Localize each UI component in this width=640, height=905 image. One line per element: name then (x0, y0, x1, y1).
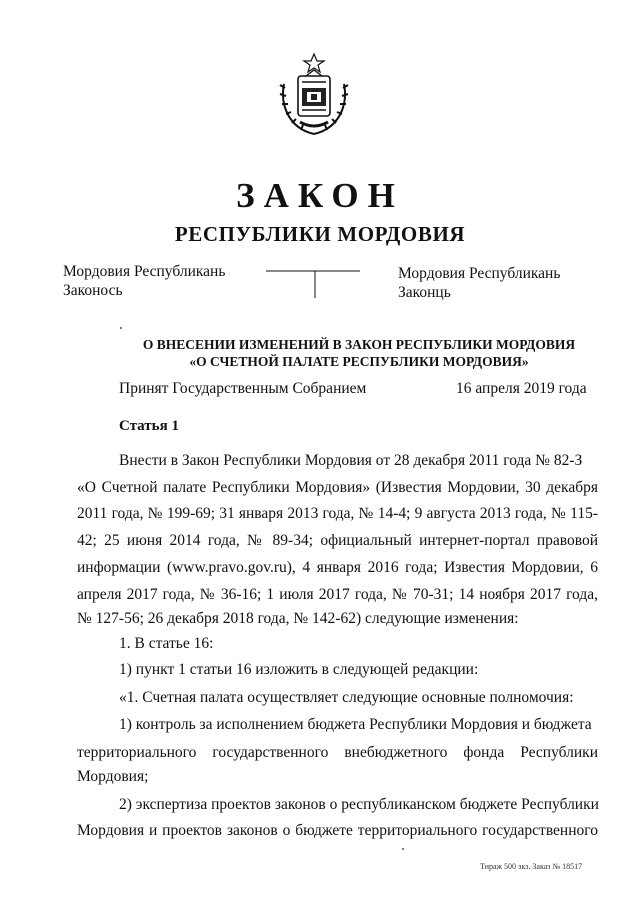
body-line-11: 1) контроль за исполнением бюджета Республики Мордовия и бюджета (119, 716, 592, 733)
body-line-13: Мордовия; (77, 768, 149, 785)
law-heading-line-1: О ВНЕСЕНИИ ИЗМЕНЕНИЙ В ЗАКОН РЕСПУБЛИКИ МОРДОВИЯ (142, 337, 576, 352)
body-line-5: информации (www.pravo.gov.ru), 4 января 2016 года; Известия Мордовии, 6 (77, 559, 598, 576)
moksha-title-right (398, 264, 560, 302)
body-line-10: «1. Счетная палата осуществляет следующие основные полномочия: (119, 689, 574, 706)
scan-speck (120, 327, 122, 329)
body-line-9: 1) пункт 1 статьи 16 изложить в следующей редакции: (119, 661, 479, 678)
law-heading-line-2: «О СЧЕТНОЙ ПАЛАТЕ РЕСПУБЛИКИ МОРДОВИЯ» (189, 354, 529, 369)
law-heading (0, 336, 640, 370)
print-info: Тираж 500 экз. Заказ № 18517 (480, 862, 583, 871)
body-line-3: 2011 года, № 199-69; 31 января 2013 года, № 14-4; 9 августа 2013 года, № 115- (77, 505, 598, 522)
article-title: Статья 1 (119, 418, 179, 434)
adopted-by: Принят Государственным Собранием (119, 380, 367, 397)
body-line-4: 42; 25 июня 2014 года, № 89-34; официальный интернет-портал правовой (77, 532, 598, 549)
body-line-1: Внести в Закон Республики Мордовия от 28 декабря 2011 года № 82-З (119, 452, 583, 469)
moksha-left-line-1: Мордовия Республикань (63, 263, 226, 280)
document-subtitle: РЕСПУБЛИКИ МОРДОВИЯ (174, 222, 466, 246)
adopted-date: 16 апреля 2019 года (456, 380, 587, 397)
body-line-12: территориального государственного внебюджетного фонда Республики (77, 744, 598, 761)
scan-speck (402, 848, 404, 850)
body-line-6: апреля 2017 года, № 36-16; 1 июля 2017 года, № 70-31; 14 ноября 2017 года, (77, 586, 598, 603)
moksha-right-line-1: Мордовия Республикань (398, 265, 561, 282)
body-line-2: «О Счетной палате Республики Мордовия» (Известия Мордовии, 30 декабря (77, 479, 598, 496)
body-line-8: 1. В статье 16: (119, 635, 214, 652)
document-title: ЗАКОН (236, 176, 404, 215)
moksha-left-line-2: Законось (63, 282, 123, 299)
body-line-14: 2) экспертиза проектов законов о республиканском бюджете Республики (119, 796, 599, 813)
body-line-7: № 127-56; 26 декабря 2018 года, № 142-62) следующие изменения: (77, 610, 519, 627)
header-divider (266, 270, 360, 298)
moksha-right-line-2: Законць (398, 284, 451, 301)
body-line-15: Мордовия и проектов законов о бюджете территориального государственного (77, 822, 598, 839)
moksha-title-left (63, 262, 225, 300)
coat-of-arms-emblem (276, 52, 352, 138)
